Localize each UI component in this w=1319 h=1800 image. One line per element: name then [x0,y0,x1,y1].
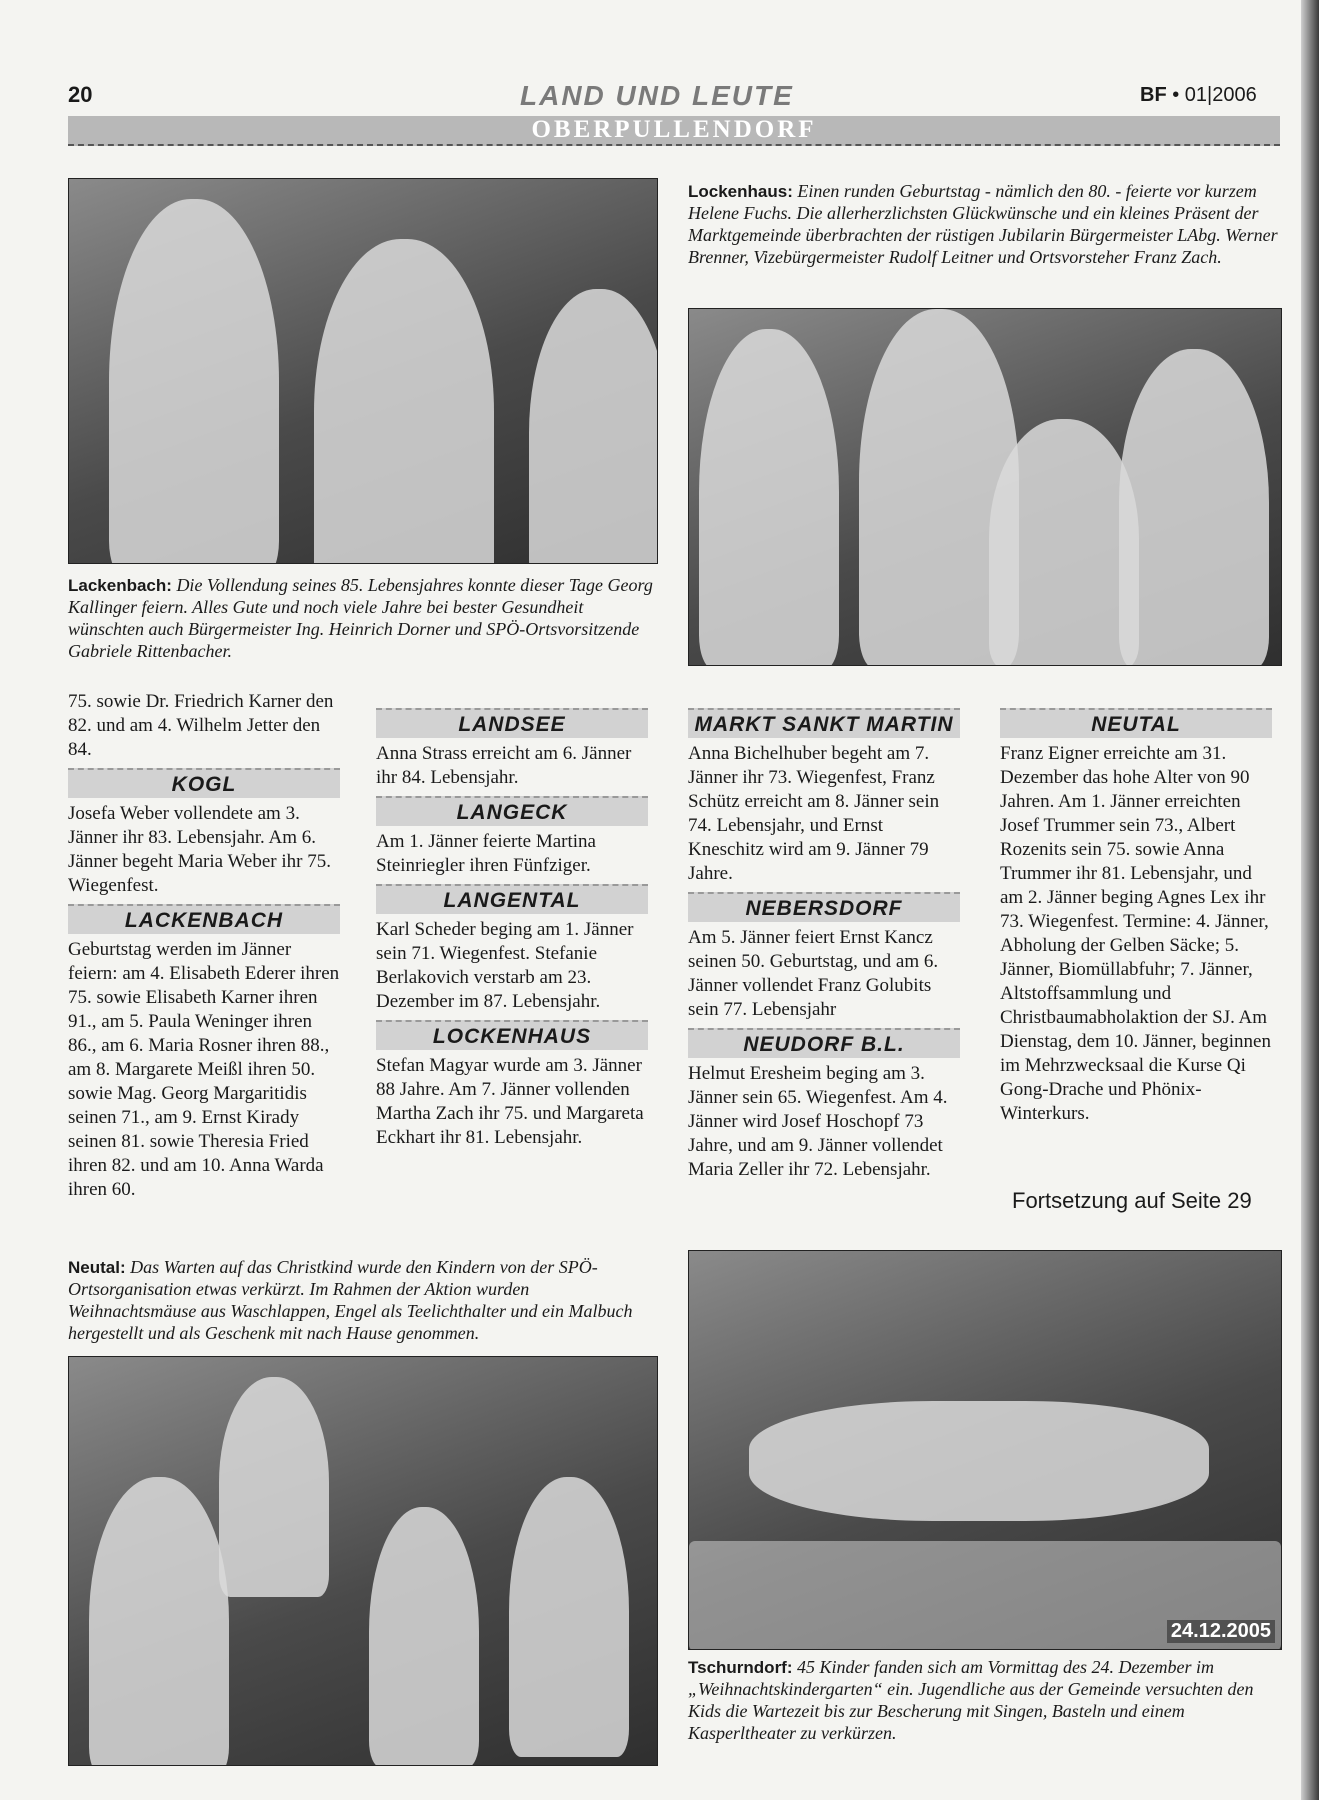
heading-langeck: LANGECK [376,796,648,826]
photo-lackenbach [68,178,658,564]
heading-markt-sankt-martin: MARKT SANKT MARTIN [688,708,960,738]
heading-lockenhaus: LOCKENHAUS [376,1020,648,1050]
caption-place: Neutal: [68,1258,126,1277]
caption-place: Lockenhaus: [688,182,793,201]
photo-neutal [68,1356,658,1766]
issue-date: 01|2006 [1184,84,1257,106]
photo-lockenhaus [688,308,1282,666]
column-text: Stefan Magyar wurde am 3. Jänner 88 Jahre. Am 7. Jänner vollenden Martha Zach ihr 75. und Margareta Eckhart ihr 81. Lebensjahr. [376,1055,644,1148]
column-2 [376,702,648,1150]
page-edge [1301,0,1319,1800]
heading-neudorf: NEUDORF B.L. [688,1028,960,1058]
heading-landsee: LANDSEE [376,708,648,738]
column-4 [1000,702,1272,1126]
caption-place: Tschurndorf: [688,1658,793,1677]
heading-langental: LANGENTAL [376,884,648,914]
caption-text: 45 Kinder fanden sich am Vormittag des 24. Dezember im „Weihnachtskindergarten“ ein. Jugendliche aus der Gemeinde versuchten den Kids die Wartezeit bis zur Bescherung mit Singen, Basteln und einem Kasperltheater zu verkürzen. [688,1657,1254,1743]
column-text: Karl Scheder beging am 1. Jänner sein 71. Wiegenfest. Stefanie Berlakovich verstarb am 23. Dezember im 87. Lebensjahr. [376,919,634,1012]
column-text: Helmut Eresheim beging am 3. Jänner sein 65. Wiegenfest. Am 4. Jänner wird Josef Hoschopf 73 Jahre, und am 9. Jänner vollendet Maria Zeller ihr 72. Lebensjahr. [688,1063,948,1180]
column-text: Franz Eigner erreichte am 31. Dezember das hohe Alter von 90 Jahren. Am 1. Jänner erreichten Josef Trummer sein 73., Albert Rozenits sein 75. sowie Anna Trummer ihr 81. Lebensjahr, und am 2. Jänner beging Agnes Lex ihr 73. Wiegenfest. Termine: 4. Jänner, Abholung der Gelben Säcke; 5. Jänner, Biomüllabfuhr; 7. Jänner, Altstoffsammlung und Christbaumabholaktion der SJ. Am Dienstag, dem 10. Jänner, beginnen im Mehrzwecksaal die Kurse Qi Gong-Drache und Phönix-Winterkurs. [1000,743,1271,1124]
column-text: Am 5. Jänner feiert Ernst Kancz seinen 50. Geburtstag, und am 6. Jänner vollendet Franz Golubits sein 77. Lebensjahr [688,927,939,1020]
photo-tschurndorf [688,1250,1282,1650]
column-text: 75. sowie Dr. Friedrich Karner den 82. und am 4. Wilhelm Jetter den 84. [68,691,334,760]
publication-date: BF • 01|2006 [1140,84,1257,106]
caption-tschurndorf [688,1656,1280,1744]
publication-abbr: BF [1140,84,1167,106]
continued-note: Fortsetzung auf Seite 29 [1012,1188,1252,1213]
section-title: LAND UND LEUTE [520,80,794,111]
heading-lackenbach: LACKENBACH [68,904,340,934]
caption-neutal [68,1256,658,1344]
heading-nebersdorf: NEBERSDORF [688,892,960,922]
column-text: Josefa Weber vollendete am 3. Jänner ihr 83. Lebensjahr. Am 6. Jänner begeht Maria Weber ihr 75. Wiegenfest. [68,803,331,896]
date-stamp: 24.12.2005 [1167,1620,1275,1643]
district-name: OBERPULLENDORF [531,116,817,143]
page-number: 20 [68,82,93,107]
column-text: Anna Bichelhuber begeht am 7. Jänner ihr 73. Wiegenfest, Franz Schütz erreicht am 8. Jänner sein 74. Lebensjahr, und Ernst Kneschitz wird am 9. Jänner 79 Jahre. [688,743,940,884]
column-text: Geburtstag werden im Jänner feiern: am 4. Elisabeth Ederer ihren 75. sowie Elisabeth Karner ihren 91., am 5. Paula Weninger ihren 86., am 6. Maria Rosner ihren 88., am 8. Margarete Meißl ihren 50. sowie Mag. Georg Margaritidis seinen 71., am 9. Ernst Kirady seinen 81. sowie Theresia Fried ihren 82. und am 10. Anna Warda ihren 60. [68,939,340,1200]
column-text: Am 1. Jänner feierte Martina Steinriegler ihren Fünfziger. [376,831,596,876]
column-text: Anna Strass erreicht am 6. Jänner ihr 84. Lebensjahr. [376,743,632,788]
caption-lackenbach [68,574,658,662]
heading-kogl: KOGL [68,768,340,798]
caption-text: Die Vollendung seines 85. Lebensjahres konnte dieser Tage Georg Kallinger feiern. Alles Gute und noch viele Jahre bei bester Gesundheit wünschten auch Bürgermeister Ing. Heinrich Dorner und SPÖ-Ortsvorsitzende Gabriele Rittenbacher. [68,575,653,661]
district-banner [68,116,1280,146]
caption-text: Das Warten auf das Christkind wurde den Kindern von der SPÖ-Ortsorganisation etwas verkürzt. Im Rahmen der Aktion wurden Weihnachtsmäuse aus Waschlappen, Engel als Teelichthalter und ein Malbuch hergestellt und als Geschenk mit nach Hause genommen. [68,1257,633,1343]
column-3 [688,702,960,1182]
heading-neutal: NEUTAL [1000,708,1272,738]
caption-text: Einen runden Geburtstag - nämlich den 80. - feierte vor kurzem Helene Fuchs. Die allerherzlichsten Glückwünsche und ein kleines Präsent der Marktgemeinde überbrachten der rüstigen Jubilarin Bürgermeister LAbg. Werner Brenner, Vizebürgermeister Rudolf Leitner und Ortsvorsteher Franz Zach. [688,181,1278,267]
caption-place: Lackenbach: [68,576,172,595]
column-1 [68,690,340,1202]
caption-lockenhaus [688,180,1280,268]
